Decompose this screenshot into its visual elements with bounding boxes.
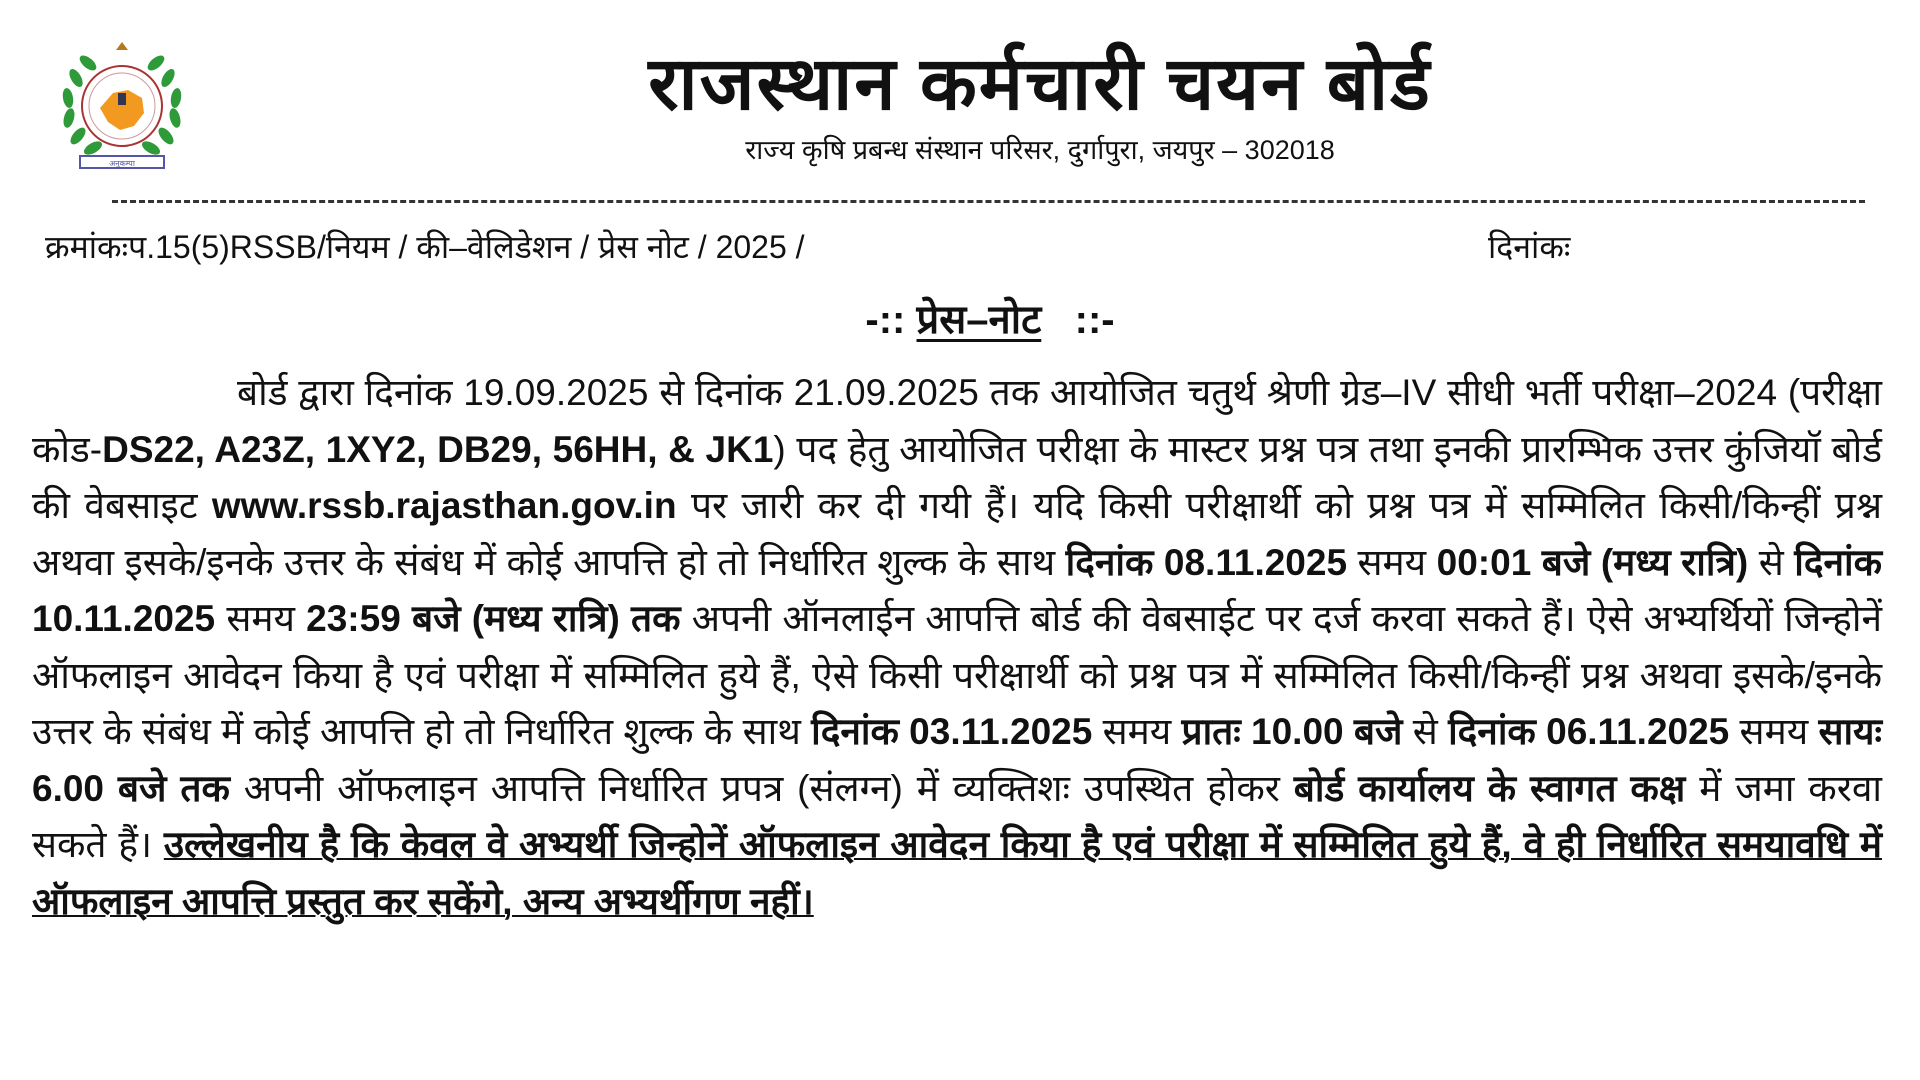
heading-suffix: ::-: [1074, 298, 1115, 342]
online-end-time: 23:59 बजे (मध्य रात्रि) तक: [306, 598, 681, 639]
date-label: दिनांकः: [1488, 229, 1571, 265]
organization-address: राज्य कृषि प्रबन्ध संस्थान परिसर, दुर्गापुरा, जयपुर – 302018: [745, 135, 1335, 165]
svg-text:अनुकम्पा: अनुकम्पा: [109, 159, 135, 168]
body-text: से: [1402, 711, 1449, 752]
body-text: बोर्ड द्वारा दिनांक 19.09.2025 से दिनांक 21.09.2025 तक आयोजित चतुर्थ श्रेणी ग्रेड–IV सीधी भर्ती परीक्षा–2024 (परीक्षा कोड-: [32, 372, 1882, 470]
body-text: समय: [215, 598, 307, 639]
body-text: समय: [1347, 541, 1437, 583]
organization-title: राजस्थान कर्मचारी चयन बोर्ड: [648, 42, 1432, 125]
body-text: अपनी ऑफलाइन आपत्ति निर्धारित प्रपत्र (संलग्न) में व्यक्तिशः उपस्थित होकर: [229, 767, 1294, 809]
body-text: ) पद हेतु आयोजित परीक्षा के मास्टर प्रश्न पत्र तथा इनकी प्रारम्भिक उत्तर कुंजियॉ बोर्ड की वेबसाइट: [32, 428, 1882, 526]
body-text: से: [1748, 541, 1795, 583]
reference-number: क्रमांकःप.15(5)RSSB/नियम / की–वेलिडेशन / प्रेस नोट / 2025 /: [45, 229, 805, 265]
body-text: में जमा करवा सकते हैं।: [32, 767, 1883, 865]
body-text: समय: [1729, 711, 1819, 752]
heading-prefix: -::: [865, 298, 906, 342]
exam-codes: DS22, A23Z, 1XY2, DB29, 56HH, & JK1: [102, 428, 774, 470]
online-end-date: दिनांक 10.11.2025: [32, 541, 1882, 639]
body-text: समय: [1092, 711, 1182, 752]
press-note-body: [32, 365, 1882, 930]
press-note-heading: [0, 290, 1920, 345]
body-text: पर जारी कर दी गयी हैं। यदि किसी परीक्षार्थी को प्रश्न पत्र में सम्मिलित किसी/किन्हीं प्रश्न अथवा इसके/इनके उत्तर के संबंध में कोई आपत्ति हो तो निर्धारित शुल्क के साथ: [32, 485, 1882, 583]
body-text: अपनी ऑनलाईन आपत्ति बोर्ड की वेबसाईट पर दर्ज करवा सकते हैं। ऐसे अभ्यर्थियों जिन्होनें ऑफलाइन आवेदन किया है एवं परीक्षा में सम्मिलित हुये हैं, ऐसे किसी परीक्षार्थी को प्रश्न पत्र में सम्मिलित किसी/किन्हीं प्रश्न अथवा इसके/इनके उत्तर के संबंध में कोई आपत्ति हो तो निर्धारित शुल्क के साथ: [32, 598, 1882, 752]
offline-start-time: प्रातः 10.00 बजे: [1181, 711, 1403, 752]
offline-end-time: सायः 6.00 बजे तक: [32, 711, 1882, 809]
heading-title: प्रेस–नोट: [916, 298, 1042, 342]
online-start-time: 00:01 बजे (मध्य रात्रि): [1436, 541, 1749, 583]
website-link[interactable]: www.rssb.rajasthan.gov.in: [211, 485, 677, 526]
offline-end-date: दिनांक 06.11.2025: [1448, 711, 1730, 752]
submission-location: बोर्ड कार्यालय के स्वागत कक्ष: [1293, 767, 1686, 809]
important-note: उल्लेखनीय है कि केवल वे अभ्यर्थी जिन्होनें ऑफलाइन आवेदन किया है एवं परीक्षा में सम्मिलित हुये हैं, वे ही निर्धारित समयावधि में ऑफलाइन आपत्ति प्रस्तुत कर सकेंगे, अन्य अभ्यर्थीगण नहीं।: [32, 824, 1883, 922]
offline-start-date: दिनांक 03.11.2025: [811, 711, 1093, 752]
online-start-date: दिनांक 08.11.2025: [1065, 541, 1348, 583]
dashed-divider: [112, 200, 1865, 203]
